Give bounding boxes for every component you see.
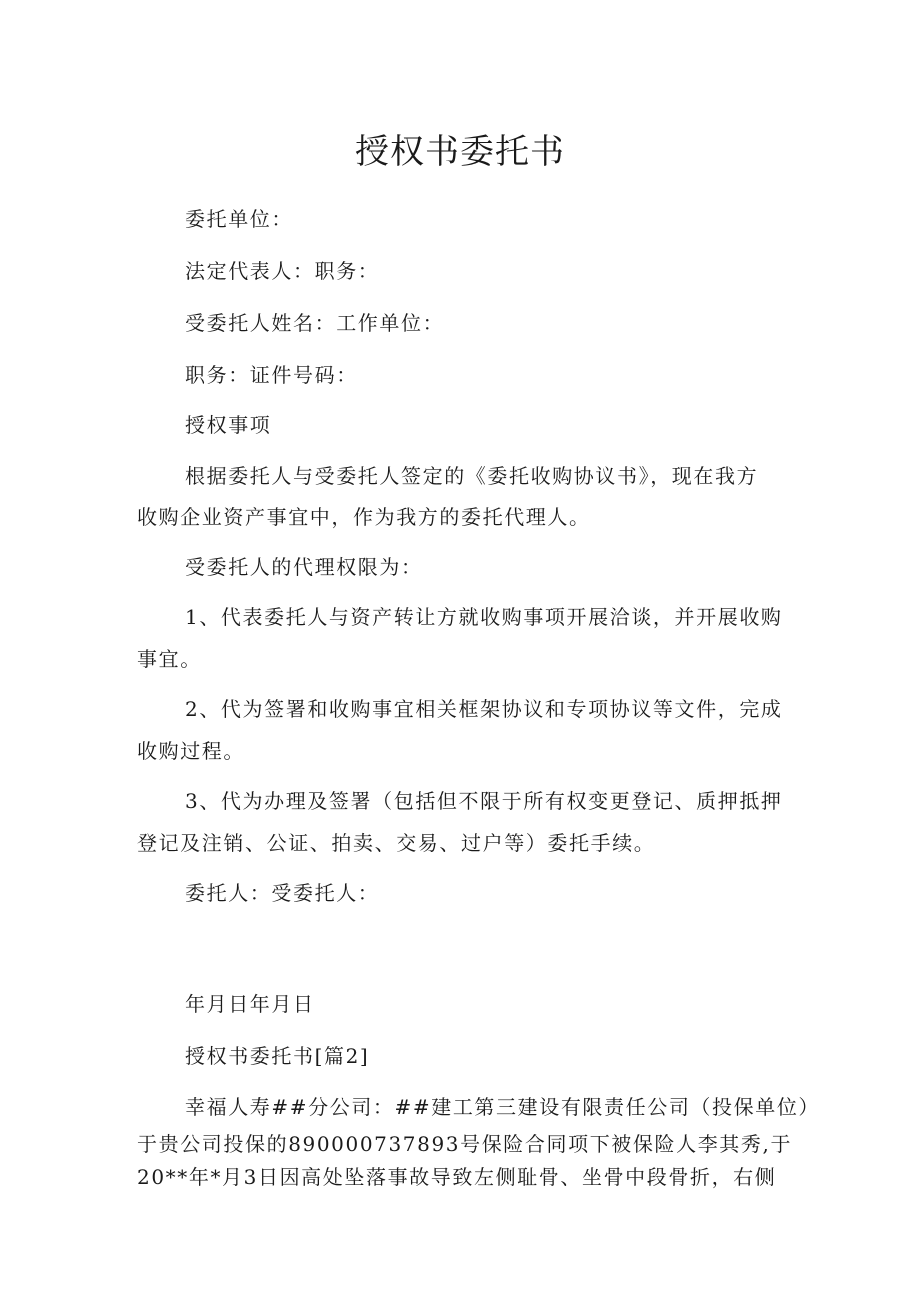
date-line: 年月日年月日 bbox=[185, 992, 315, 1016]
document-title: 授权书委托书 bbox=[355, 132, 565, 172]
item-1-line-1: 1、代表委托人与资产转让方就收购事项开展洽谈，并开展收购 bbox=[185, 605, 783, 629]
paragraph-2-line-1: 幸福人寿##分公司：##建工第三建设有限责任公司（投保单位） bbox=[185, 1095, 821, 1119]
paragraph-1-line-2: 收购企业资产事宜中，作为我方的委托代理人。 bbox=[137, 505, 591, 529]
paragraph-2-line-2: 于贵公司投保的890000737893号保险合同项下被保险人李其秀,于 bbox=[137, 1132, 793, 1156]
legal-representative-field: 法定代表人：职务： bbox=[185, 259, 380, 283]
position-id-field: 职务：证件号码： bbox=[185, 363, 358, 387]
paragraph-1-line-1: 根据委托人与受委托人签定的《委托收购协议书》，现在我方 bbox=[185, 464, 759, 488]
signature-line: 委托人：受委托人： bbox=[185, 881, 380, 905]
section-2-heading: 授权书委托书[篇2] bbox=[185, 1044, 370, 1068]
trustee-name-field: 受委托人姓名：工作单位： bbox=[185, 311, 445, 335]
item-3-line-2: 登记及注销、公证、拍卖、交易、过户等）委托手续。 bbox=[137, 831, 656, 855]
entrusting-unit-field: 委托单位： bbox=[185, 207, 293, 231]
scope-heading: 受委托人的代理权限为： bbox=[185, 555, 423, 579]
item-2-line-1: 2、代为签署和收购事宜相关框架协议和专项协议等文件，完成 bbox=[185, 697, 783, 721]
item-2-line-2: 收购过程。 bbox=[137, 739, 245, 763]
item-3-line-1: 3、代为办理及签署（包括但不限于所有权变更登记、质押抵押 bbox=[185, 789, 783, 813]
authorization-heading: 授权事项 bbox=[185, 413, 272, 437]
paragraph-2-line-3: 20**年*月3日因高处坠落事故导致左侧耻骨、坐骨中段骨折，右侧 bbox=[137, 1165, 777, 1189]
item-1-line-2: 事宜。 bbox=[137, 647, 202, 671]
